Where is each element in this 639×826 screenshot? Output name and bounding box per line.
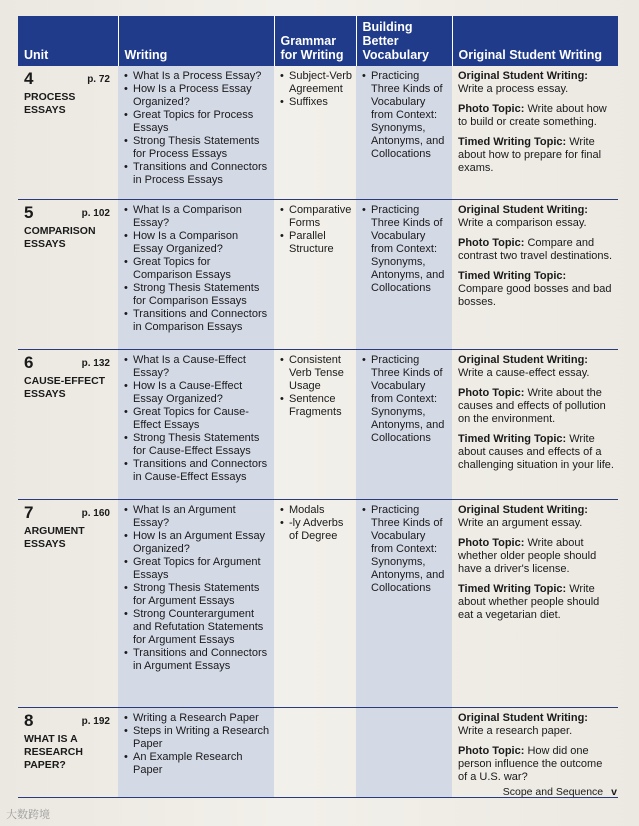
prompt-text: Write a cause-effect essay. [458, 366, 590, 379]
vocab-list [362, 504, 448, 595]
prompt-text: Write a research paper. [458, 724, 573, 737]
unit-title: ARGUMENT ESSAYS [24, 524, 85, 550]
writing-item: • How Is a Process Essay Organized? [133, 83, 270, 109]
student-writing-cell [452, 499, 618, 707]
prompt-label: Timed Writing Topic: [458, 582, 567, 595]
writing-item: • What Is a Comparison Essay? [133, 204, 270, 230]
grammar-item: • Subject-Verb Agreement [289, 70, 352, 96]
writing-item: • What Is a Cause-Effect Essay? [133, 354, 270, 380]
writing-list [124, 70, 270, 187]
prompt-label: Original Student Writing: [458, 70, 588, 82]
unit-number: 5 [24, 202, 34, 222]
writing-item: • How Is a Cause-Effect Essay Organized? [133, 380, 270, 406]
prompt-label: Photo Topic: [458, 386, 525, 399]
prompt-text: Write about how to build or create something. [458, 103, 607, 128]
unit-cell [18, 199, 118, 349]
student-writing-block [458, 745, 614, 784]
writing-cell [118, 199, 274, 349]
student-writing-block [458, 504, 614, 530]
table-body [18, 66, 618, 797]
grammar-cell [274, 499, 356, 707]
prompt-label: Original Student Writing: [458, 503, 588, 516]
prompt-text: Compare and contrast two travel destinations. [458, 236, 613, 262]
prompt-text: Write a process essay. [458, 83, 569, 95]
grammar-cell [274, 66, 356, 199]
unit-number: 7 [24, 502, 34, 522]
vocab-cell [356, 499, 452, 707]
prompt-text: How did one person influence the outcome of a U.S. war? [458, 744, 603, 783]
vocab-cell [356, 66, 452, 199]
prompt-label: Timed Writing Topic: [458, 432, 567, 445]
student-writing-block [458, 712, 614, 738]
writing-item: • Transitions and Connectors in Argument Essays [133, 647, 270, 673]
vocab-cell [356, 199, 452, 349]
table-row [18, 707, 618, 797]
grammar-item: • Modals [289, 504, 352, 517]
writing-item: • Strong Thesis Statements for Cause-Effect Essays [133, 432, 270, 458]
grammar-list [280, 504, 352, 543]
writing-list [124, 712, 270, 777]
writing-item: • Writing a Research Paper [133, 712, 270, 725]
prompt-text: Write an argument essay. [458, 516, 583, 529]
header-unit: Unit [18, 16, 118, 66]
prompt-label: Original Student Writing: [458, 711, 588, 724]
page-footer [503, 786, 617, 798]
unit-page-ref: p. 102 [81, 207, 110, 219]
prompt-label: Original Student Writing: [458, 353, 588, 366]
writing-item: • How Is a Comparison Essay Organized? [133, 230, 270, 256]
scope-table-wrapper [18, 16, 618, 798]
writing-item: • Steps in Writing a Research Paper [133, 725, 270, 751]
prompt-label: Photo Topic: [458, 236, 525, 249]
table-row [18, 66, 618, 199]
watermark-text: 大数跨境 [6, 809, 50, 821]
student-writing-cell [452, 199, 618, 349]
prompt-text: Write about how to prepare for final exams. [458, 136, 602, 174]
student-writing-block [458, 103, 614, 129]
prompt-label: Photo Topic: [458, 103, 525, 115]
prompt-text: Write a comparison essay. [458, 216, 587, 229]
unit-page-ref: p. 72 [87, 74, 110, 85]
prompt-label: Original Student Writing: [458, 203, 588, 216]
writing-item: • What Is an Argument Essay? [133, 504, 270, 530]
vocab-item: • Practicing Three Kinds of Vocabulary from Context: Synonyms, Antonyms, and Collocations [371, 70, 448, 161]
grammar-item: • Comparative Forms [289, 204, 352, 230]
table-row [18, 349, 618, 499]
writing-item: • Great Topics for Comparison Essays [133, 256, 270, 282]
grammar-list [280, 354, 352, 419]
writing-item: • What Is a Process Essay? [133, 70, 270, 83]
unit-number: 8 [24, 710, 34, 730]
grammar-cell [274, 707, 356, 797]
writing-item: • Transitions and Connectors in Cause-Effect Essays [133, 458, 270, 484]
student-writing-block [458, 537, 614, 576]
grammar-item: • Consistent Verb Tense Usage [289, 354, 352, 393]
writing-item: • Strong Thesis Statements for Argument Essays [133, 582, 270, 608]
writing-list [124, 354, 270, 484]
prompt-text: Compare good bosses and bad bosses. [458, 282, 612, 308]
vocab-cell [356, 349, 452, 499]
writing-item: • Great Topics for Cause-Effect Essays [133, 406, 270, 432]
grammar-list [280, 70, 352, 109]
scope-sequence-table [18, 16, 618, 798]
unit-number: 6 [24, 352, 34, 372]
header-writing: Writing [118, 16, 274, 66]
writing-list [124, 204, 270, 334]
grammar-cell [274, 349, 356, 499]
page-number: v [611, 786, 617, 798]
writing-item: • Transitions and Connectors in Comparison Essays [133, 308, 270, 334]
writing-item: • Great Topics for Argument Essays [133, 556, 270, 582]
vocab-item: • Practicing Three Kinds of Vocabulary from Context: Synonyms, Antonyms, and Collocations [371, 354, 448, 445]
student-writing-cell [452, 349, 618, 499]
prompt-label: Photo Topic: [458, 536, 525, 549]
vocab-cell [356, 707, 452, 797]
writing-cell [118, 499, 274, 707]
grammar-item: • Sentence Fragments [289, 393, 352, 419]
unit-cell [18, 499, 118, 707]
writing-item: • How Is an Argument Essay Organized? [133, 530, 270, 556]
grammar-list [280, 204, 352, 256]
student-writing-cell [452, 707, 618, 797]
header-vocab: Building Better Vocabulary [356, 16, 452, 66]
unit-number: 4 [24, 69, 34, 88]
prompt-text: Write about whether older people should have a driver's license. [458, 536, 597, 575]
prompt-label: Timed Writing Topic: [458, 136, 567, 148]
prompt-text: Write about the causes and effects of pollution on the environment. [458, 386, 606, 425]
unit-title: COMPARISON ESSAYS [24, 224, 96, 250]
grammar-item: • Parallel Structure [289, 230, 352, 256]
vocab-item: • Practicing Three Kinds of Vocabulary from Context: Synonyms, Antonyms, and Collocations [371, 204, 448, 295]
student-writing-block [458, 70, 614, 96]
writing-list [124, 504, 270, 673]
student-writing-block [458, 354, 614, 380]
writing-item: • Strong Thesis Statements for Process Essays [133, 135, 270, 161]
student-writing-block [458, 433, 614, 472]
writing-item: • Strong Thesis Statements for Comparison Essays [133, 282, 270, 308]
student-writing-block [458, 387, 614, 426]
unit-title: CAUSE-EFFECT ESSAYS [24, 374, 106, 400]
unit-title: PROCESS ESSAYS [24, 91, 76, 116]
student-writing-block [458, 136, 614, 175]
student-writing-cell [452, 66, 618, 199]
grammar-cell [274, 199, 356, 349]
grammar-item: • -ly Adverbs of Degree [289, 517, 352, 543]
grammar-item: • Suffixes [289, 96, 352, 109]
writing-item: • Transitions and Connectors in Process Essays [133, 161, 270, 187]
table-row [18, 199, 618, 349]
unit-page-ref: p. 192 [81, 715, 110, 727]
prompt-text: Write about whether people should eat a vegetarian diet. [458, 582, 600, 621]
unit-cell [18, 66, 118, 199]
table-row [18, 499, 618, 707]
student-writing-block [458, 237, 614, 263]
prompt-text: Write about causes and effects of a challenging situation in your life. [458, 432, 614, 471]
vocab-item: • Practicing Three Kinds of Vocabulary from Context: Synonyms, Antonyms, and Collocations [371, 504, 448, 595]
student-writing-block [458, 204, 614, 230]
writing-item: • An Example Research Paper [133, 751, 270, 777]
unit-title: WHAT IS A RESEARCH PAPER? [24, 732, 83, 771]
unit-page-ref: p. 132 [81, 357, 110, 369]
unit-page-ref: p. 160 [81, 507, 110, 519]
prompt-label: Timed Writing Topic: [458, 269, 567, 282]
vocab-list [362, 70, 448, 161]
writing-item: • Strong Counterargument and Refutation Statements for Argument Essays [133, 608, 270, 647]
header-grammar: Grammar for Writing [274, 16, 356, 66]
unit-cell [18, 707, 118, 797]
vocab-list [362, 204, 448, 295]
writing-cell [118, 349, 274, 499]
unit-cell [18, 349, 118, 499]
prompt-label: Photo Topic: [458, 744, 525, 757]
table-header-row [18, 16, 618, 66]
footer-section-title: Scope and Sequence [502, 786, 604, 798]
vocab-list [362, 354, 448, 445]
header-student: Original Student Writing [452, 16, 618, 66]
writing-cell [118, 707, 274, 797]
writing-cell [118, 66, 274, 199]
student-writing-block [458, 583, 614, 622]
writing-item: • Great Topics for Process Essays [133, 109, 270, 135]
student-writing-block [458, 270, 614, 309]
